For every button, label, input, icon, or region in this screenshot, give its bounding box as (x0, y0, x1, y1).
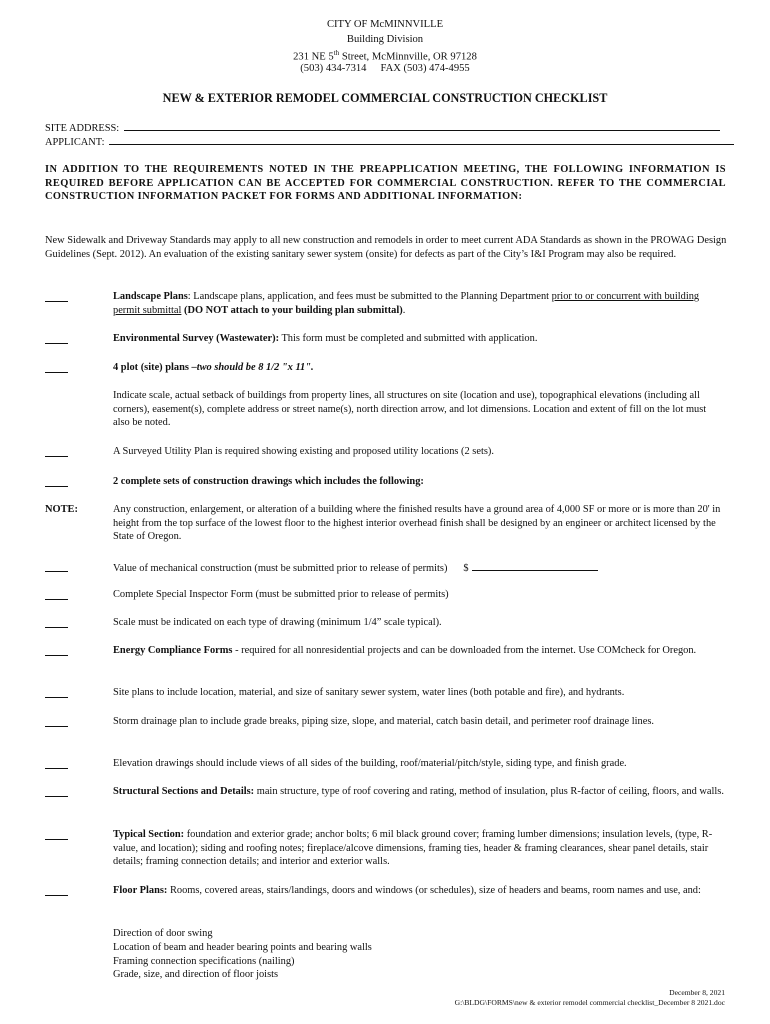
structural-text: main structure, type of roof covering and rating, method of insulation, plus R-factor of ceiling, floors, and walls. (254, 786, 724, 797)
dollar-sign: $ (463, 563, 469, 574)
list-item: Framing connection specifications (nailing) (113, 955, 295, 967)
structural-label: Structural Sections and Details: (113, 786, 255, 797)
item-special-inspector: Complete Special Inspector Form (must be submitted prior to release of permits) (113, 589, 449, 600)
landscape-warning: (DO NOT attach to your building plan submittal) (181, 304, 403, 316)
division-name: Building Division (346, 34, 424, 45)
checkbox-blank[interactable] (45, 616, 71, 633)
list-item: Direction of door swing (113, 928, 213, 939)
applicant-field (45, 134, 745, 150)
applicant-label: APPLICANT: (45, 137, 105, 148)
checkbox-blank[interactable] (45, 828, 71, 845)
checkbox-blank[interactable] (45, 715, 71, 732)
item-typical-section (113, 828, 725, 869)
item-energy-compliance (113, 644, 725, 658)
item-plot-plans (113, 361, 725, 375)
checkbox-blank[interactable] (45, 475, 71, 492)
item-landscape-plans (113, 290, 725, 317)
mechanical-text: Value of mechanical construction (must be submitted prior to release of permits) (113, 563, 448, 574)
footer-file-path: G:\BLDG\FORMS\new & exterior remodel commercial checklist_December 8 2021.doc (454, 998, 725, 1007)
item-mechanical-value (113, 560, 725, 576)
applicant-line[interactable] (109, 134, 734, 145)
floor-plan-sub-list (113, 927, 725, 982)
plot-label: 4 plot (site) plans – (113, 362, 197, 373)
list-item: Grade, size, and direction of floor joists (113, 969, 279, 981)
landscape-end: . (402, 304, 406, 316)
phone-number: (503) 434-7314 (300, 63, 367, 74)
item-site-plans: Site plans to include location, material, and size of sanitary sewer system, water lines (both potable and fire), and hydrants. (113, 687, 625, 698)
contact-line (0, 61, 770, 76)
checkbox-blank[interactable] (45, 884, 71, 901)
typical-label: Typical Section: (113, 829, 185, 840)
city-name: CITY OF McMINNVILLE (326, 19, 444, 30)
checkbox-blank[interactable] (45, 560, 71, 577)
address-street: Street, McMinnville, OR 97128 (339, 51, 477, 63)
item-environmental-survey (113, 332, 725, 346)
checkbox-blank[interactable] (45, 757, 71, 774)
note-label: NOTE: (45, 504, 78, 515)
environmental-label: Environmental Survey (Wastewater): (113, 333, 280, 344)
checkbox-blank[interactable] (45, 644, 71, 661)
item-construction-drawings: 2 complete sets of construction drawings which includes the following: (113, 476, 424, 487)
item-structural-sections (113, 785, 725, 799)
floor-label: Floor Plans: (113, 885, 168, 896)
item-floor-plans (113, 884, 725, 898)
environmental-text: This form must be completed and submitted with application. (279, 333, 538, 344)
item-storm-drainage: Storm drainage plan to include grade breaks, piping size, slope, and material, catch basin detail, and perimeter roof drainage lines. (113, 716, 654, 727)
landscape-text: : Landscape plans, application, and fees must be submitted to the Planning Department (187, 291, 552, 302)
checkbox-blank[interactable] (45, 785, 71, 802)
typical-text: foundation and exterior grade; anchor bolts; 6 mil black ground cover; framing lumber dimensions; insulation levels, (type, R-value, and location); siding and roofing notes; fireplace/alcove dimensions, framing ties, header & framing clearances, shear panel details, stair details; framing connection details; and interior and exterior walls. (113, 829, 713, 868)
checkbox-blank[interactable] (45, 290, 71, 307)
landscape-underlined: prior to or concurrent with building permit submittal (113, 291, 700, 316)
fax-number: FAX (503) 474-4955 (380, 63, 470, 74)
mechanical-value-line[interactable] (472, 560, 598, 571)
footer-date: December 8, 2021 (669, 988, 725, 997)
checkbox-blank[interactable] (45, 588, 71, 605)
item-scale: Scale must be indicated on each type of drawing (minimum 1/4” scale typical). (113, 617, 442, 628)
address-number: 231 NE 5 (293, 51, 334, 63)
plot-plan-detail: Indicate scale, actual setback of buildings from property lines, all structures on site (location and use), topographical elevations (including all corners), easement(s), complete address or street name(s), north direction arrow, and lot dimensions. Location and extent of fill on the lot must also be noted. (113, 390, 707, 429)
site-address-line[interactable] (124, 120, 720, 131)
checkbox-blank[interactable] (45, 445, 71, 462)
plot-italic: two should be 8 1/2 "x 11". (196, 362, 314, 373)
energy-text: - required for all nonresidential projects and can be downloaded from the internet. Use COMcheck for Oregon. (232, 645, 697, 656)
site-address-label: SITE ADDRESS: (45, 123, 120, 134)
intro-requirements: IN ADDITION TO THE REQUIREMENTS NOTED IN THE PREAPPLICATION MEETING, THE FOLLOWING INFORMATION IS REQUIRED BEFORE APPLICATION CAN BE ACCEPTED FOR COMMERCIAL CONSTRUCTION. REFER TO THE COMMERCIAL CONSTRUCTION INFORMATION PACKET FOR FORMS AND ADDITIONAL INFORMATION: (45, 164, 726, 203)
floor-text: Rooms, covered areas, stairs/landings, doors and windows (or schedules), size of headers and beams, room names and use, and: (167, 885, 701, 896)
checkbox-blank[interactable] (45, 361, 71, 378)
intro-paragraph: New Sidewalk and Driveway Standards may apply to all new construction and remodels in order to meet current ADA Standards as shown in the PROWAG Design Guidelines (Sept. 2012). An evaluation of the existing sanitary sewer system (onsite) for defects as part of the City’s I&I Program may also be required. (45, 235, 727, 260)
page-title: NEW & EXTERIOR REMODEL COMMERCIAL CONSTRUCTION CHECKLIST (162, 91, 608, 105)
landscape-label: Landscape Plans (113, 291, 188, 302)
address-ordinal: th (333, 49, 340, 57)
note-text: Any construction, enlargement, or alteration of a building where the finished results have a ground area of 4,000 SF or more or is more than 20' in height from the top surface of the lowest floor to the highest interior overhead finish shall be designed by an engineer or architect licensed by the State of Oregon. (113, 504, 721, 543)
energy-label: Energy Compliance Forms (113, 645, 233, 656)
item-elevation-drawings: Elevation drawings should include views of all sides of the building, roof/material/pitch/style, siding type, and finish grade. (113, 758, 627, 769)
checkbox-blank[interactable] (45, 686, 71, 703)
list-item: Location of beam and header bearing points and bearing walls (113, 941, 372, 953)
item-utility-plan: A Surveyed Utility Plan is required showing existing and proposed utility locations (2 sets). (113, 446, 494, 457)
checkbox-blank[interactable] (45, 332, 71, 349)
